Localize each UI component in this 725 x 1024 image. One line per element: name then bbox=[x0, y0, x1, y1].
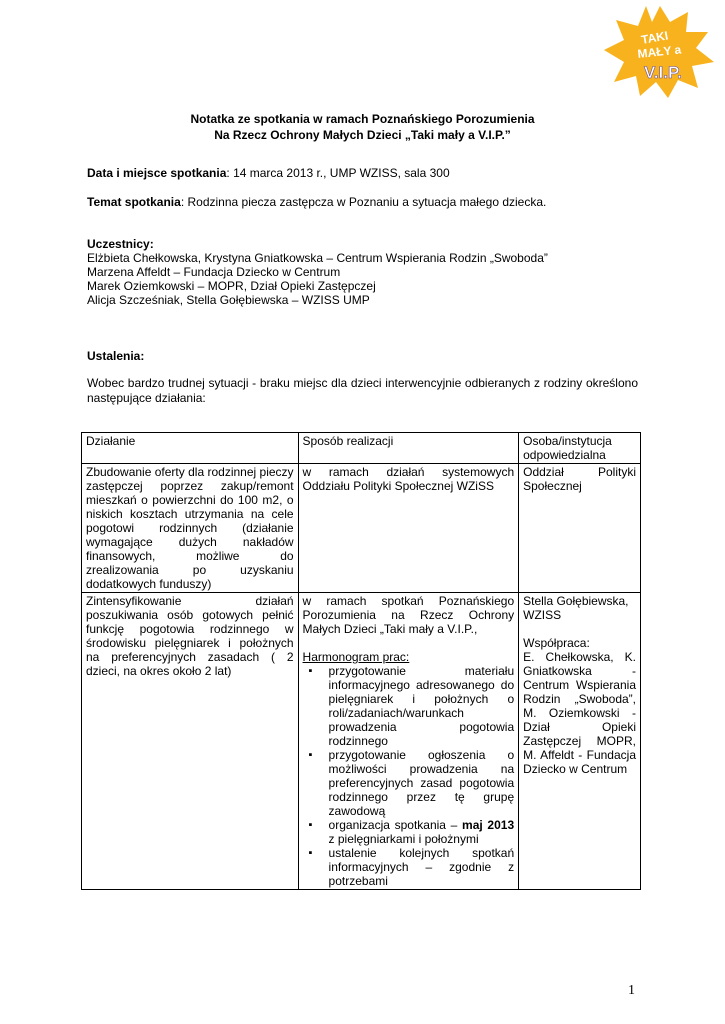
list-item bbox=[329, 818, 515, 846]
cell-action: Zbudowanie oferty dla rodzinnej pieczy zastępczej poprzez zakup/remont mieszkań o powierzchni do 100 m2, o niskich kosztach utrzymania na cele pogotowi rodzinnych (działanie wymagające dużych nakładów finansowych, możliwe do zrealizowania po uzyskaniu dodatkowych funduszy) bbox=[82, 464, 299, 593]
title-line-2: Na Rzecz Ochrony Małych Dzieci „Taki mały a V.I.P.” bbox=[214, 128, 511, 142]
meeting-date-value: : 14 marca 2013 r., UMP WZISS, sala 300 bbox=[226, 166, 450, 180]
cell-method bbox=[298, 593, 519, 890]
participant-line: Marek Oziemkowski – MOPR, Dział Opieki Zastępczej bbox=[87, 279, 376, 293]
schedule-label: Harmonogram prac: bbox=[302, 650, 410, 664]
meeting-topic-label: Temat spotkania bbox=[87, 195, 181, 209]
item-text: z pielęgniarkami i położnymi bbox=[328, 832, 479, 846]
logo-text-taki: TAKI bbox=[640, 28, 670, 47]
taki-maly-vip-logo bbox=[600, 4, 716, 98]
table-row bbox=[82, 593, 641, 890]
list-item: ▪ przygotowanie materiału informacyjnego adresowanego do pielęgniarek i położnych o roli/zadaniach/warunkach prowadzenia pogotowia rodzinnego bbox=[329, 664, 515, 748]
schedule-list bbox=[303, 664, 515, 888]
item-date: maj 2013 bbox=[462, 818, 515, 832]
actions-table bbox=[81, 432, 641, 890]
cell-method: w ramach działań systemowych Oddziału Polityki Społecznej WZiSS bbox=[298, 464, 519, 593]
participants-heading: Uczestnicy: bbox=[87, 237, 154, 251]
document-title bbox=[88, 111, 637, 143]
table-row bbox=[82, 464, 641, 593]
participant-line: Alicja Szcześniak, Stella Gołębiewska – WZISS UMP bbox=[87, 293, 370, 307]
method-intro: w ramach spotkań Poznańskiego Porozumienia na Rzecz Ochrony Małych Dzieci „Taki mały a V.I.P., bbox=[302, 594, 515, 636]
page-number: 1 bbox=[628, 983, 635, 998]
meeting-date-label: Data i miejsce spotkania bbox=[87, 166, 227, 180]
meeting-topic-value: : Rodzinna piecza zastępcza w Poznaniu a sytuacja małego dziecka. bbox=[180, 195, 547, 209]
participant-line: Marzena Affeldt – Fundacja Dziecko w Centrum bbox=[87, 265, 341, 279]
header-action: Działanie bbox=[82, 433, 299, 464]
list-item: ▪ ustalenie kolejnych spotkań informacyjnych – zgodnie z potrzebami bbox=[329, 846, 515, 888]
header-responsible: Osoba/instytucja odpowiedzialna bbox=[519, 433, 641, 464]
cell-action: Zintensyfikowanie działań poszukiwania osób gotowych pełnić funkcję pogotowia rodzinnego w środowisku pielęgniarek i położnych na preferencyjnych zasadach ( 2 dzieci, na okres około 2 lat) bbox=[82, 593, 299, 890]
cooperation-text: E. Chełkowska, K. Gniatkowska - Centrum Wspierania Rodzin „Swoboda”, M. Oziemkowski - Dział Opieki Zastępczej MOPR, M. Affeldt - Fundacja Dziecko w Centrum bbox=[523, 650, 636, 776]
logo-text-maly: MAŁY a bbox=[636, 42, 682, 61]
list-item: ▪ przygotowanie ogłoszenia o możliwości prowadzenia na preferencyjnych zasad pogotowia rodzinnego przez tę grupę zawodową bbox=[329, 748, 515, 818]
logo-text-vip: V.I.P. bbox=[644, 63, 682, 82]
cooperation-label: Współpraca: bbox=[523, 636, 590, 650]
cell-responsible: Oddział Polityki Społecznej bbox=[519, 464, 641, 593]
meeting-date-line bbox=[87, 166, 450, 180]
participant-line: Elżbieta Chełkowska, Krystyna Gniatkowska – Centrum Wspierania Rodzin „Swoboda” bbox=[87, 251, 548, 265]
title-line-1: Notatka ze spotkania w ramach Poznańskiego Porozumienia bbox=[190, 112, 535, 126]
header-method: Sposób realizacji bbox=[298, 433, 519, 464]
item-text: organizacja spotkania – bbox=[328, 818, 463, 832]
cell-responsible bbox=[519, 593, 641, 890]
findings-heading: Ustalenia: bbox=[87, 349, 145, 363]
meeting-topic-line bbox=[87, 195, 546, 209]
responsible-main: Stella Gołębiewska, WZISS bbox=[523, 594, 629, 622]
table-header-row bbox=[82, 433, 641, 464]
findings-intro: Wobec bardzo trudnej sytuacji - braku miejsc dla dzieci interwencyjnie odbieranych z rodziny określono następujące działania: bbox=[87, 376, 638, 405]
